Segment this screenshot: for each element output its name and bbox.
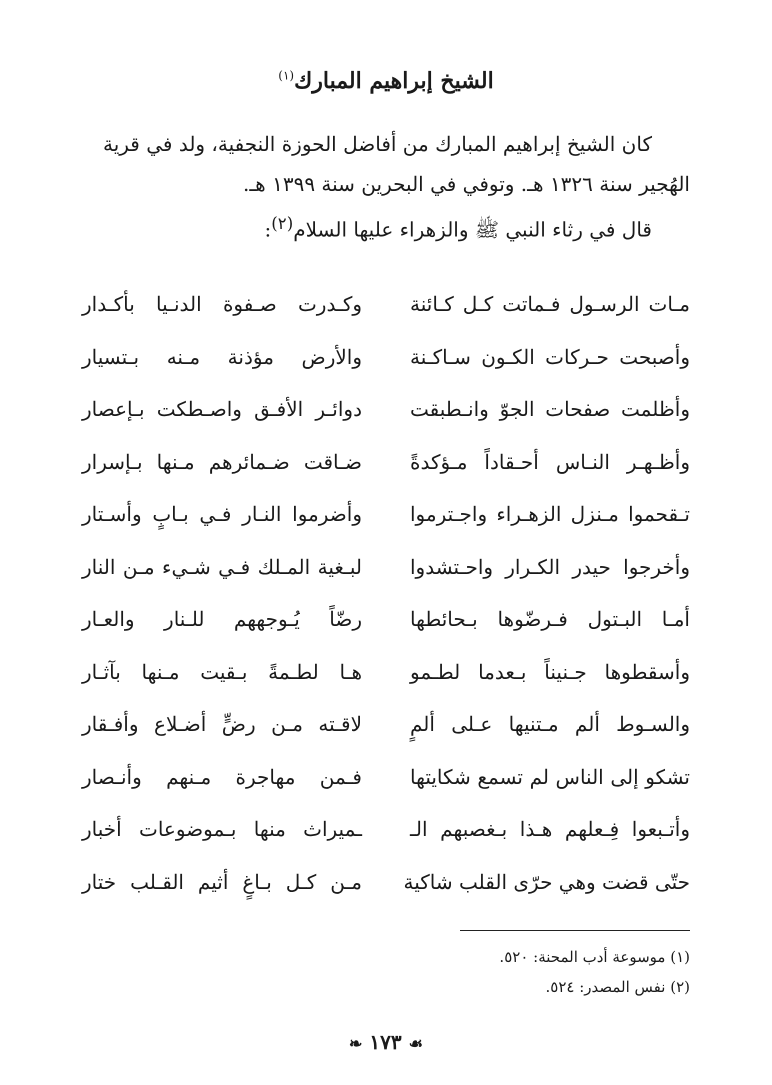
- verse-second-hemistich: فـمن مهاجرة مـنهم وأنـصار: [82, 764, 362, 789]
- verse-first-hemistich: تـقحموا مـنزل الزهـراء واجـترموا: [410, 502, 690, 527]
- verse-first-hemistich: والسـوط ألم مـتنيها عـلى ألمٍ: [410, 712, 690, 737]
- verse-second-hemistich: دوائـر الأفـق واصـطكت بـإعصار: [82, 397, 362, 422]
- verse-first-hemistich: وأظلمت صفحات الجوّ وانـطبقت: [410, 397, 690, 422]
- intro-line-3-text: قال في رثاء النبي ﷺ والزهراء عليها السلام: [293, 217, 652, 242]
- verse-first-hemistich: أمـا البـتول فـرضّوها بـحائطها: [410, 607, 690, 632]
- verse-second-hemistich: وأضرموا النـار فـي بـابٍ وأسـتار: [82, 502, 362, 527]
- poem-verse: [82, 698, 690, 751]
- verse-first-hemistich: تشكو إلى الناس لم تسمع شكايتها: [410, 764, 690, 789]
- footnotes: [82, 942, 690, 1002]
- title-text: الشيخ إبراهيم المبارك: [294, 68, 494, 94]
- verse-second-hemistich: هـا لطـمةً بـقيت مـنها بآثـار: [82, 659, 362, 684]
- poem-verse: [82, 541, 690, 594]
- verse-first-hemistich: مـات الرسـول فـماتت كـل كـائنة: [410, 292, 690, 317]
- intro-footnote-marker: (٢): [271, 214, 294, 233]
- intro-line-2: الهُجير سنة ١٣٢٦ هـ. وتوفي في البحرين سنة ١٣٩٩ هـ.: [242, 172, 690, 196]
- verse-second-hemistich: لبـغية المـلك فـي شـيء مـن النار: [82, 554, 362, 579]
- title-footnote-marker: (١): [278, 68, 295, 83]
- verse-second-hemistich: وكـدرت صـفوة الدنـيا بأكـدار: [82, 292, 362, 317]
- verse-first-hemistich: وأخرجوا حيدر الكـرار واحـتشدوا: [410, 554, 690, 579]
- poem-verse: [82, 856, 690, 909]
- verse-second-hemistich: ـميراث منها بـموضوعات أخبار: [82, 817, 362, 842]
- verse-second-hemistich: لاقـته مـن رضٍّ أضـلاع وأفـقار: [82, 712, 362, 737]
- verse-first-hemistich: وأصبحت حـركات الكـون سـاكـنة: [410, 344, 690, 369]
- page-number: ١٧٣: [369, 1030, 402, 1054]
- poem-verse: [82, 803, 690, 856]
- footnote-1: (١) موسوعة أدب المحنة: ٥٢٠.: [499, 948, 690, 966]
- poem-verse: [82, 436, 690, 489]
- poem-verse: [82, 278, 690, 331]
- verse-first-hemistich: وأسقطوها جـنيناً بـعدما لطـمو: [410, 659, 690, 684]
- poem-verse: [82, 488, 690, 541]
- intro-line-1: كان الشيخ إبراهيم المبارك من أفاضل الحوزة النجفية، ولد في قرية: [102, 132, 652, 156]
- page-title: [0, 68, 772, 94]
- verse-second-hemistich: رضّاً يُـوجههم للـنار والعـار: [82, 607, 362, 632]
- footnote-divider: [460, 930, 690, 931]
- poem-verse: [82, 383, 690, 436]
- poem-verse: [82, 751, 690, 804]
- verse-first-hemistich: وأتـبعوا فِـعلهم هـذا بـغصبهم الـ: [410, 817, 690, 842]
- page-number-footer: [0, 1030, 772, 1054]
- poem: [82, 278, 690, 908]
- poem-verse: [82, 593, 690, 646]
- verse-first-hemistich: حتّى قضت وهي حرّى القلب شاكية: [403, 869, 690, 894]
- poem-verse: [82, 646, 690, 699]
- intro-paragraph: [82, 124, 690, 250]
- poem-verse: [82, 331, 690, 384]
- verse-first-hemistich: وأظـهـر النـاس أحـقاداً مـؤكدةً: [410, 449, 690, 474]
- intro-line-3: قال في رثاء النبي ﷺ والزهراء عليها السلام$^{(٢)}$:: [264, 214, 652, 242]
- ornament-right-icon: ☙: [408, 1034, 423, 1053]
- verse-second-hemistich: مـن كـل بـاغٍ أثيم القـلب ختار: [82, 869, 362, 894]
- ornament-left-icon: ❧: [349, 1034, 363, 1053]
- verse-second-hemistich: والأرض مؤذنة مـنه بـتسيار: [82, 344, 362, 369]
- verse-second-hemistich: ضـاقت ضـمائرهم مـنها بـإسرار: [82, 449, 362, 474]
- footnote-2: (٢) نفس المصدر: ٥٢٤.: [545, 978, 690, 996]
